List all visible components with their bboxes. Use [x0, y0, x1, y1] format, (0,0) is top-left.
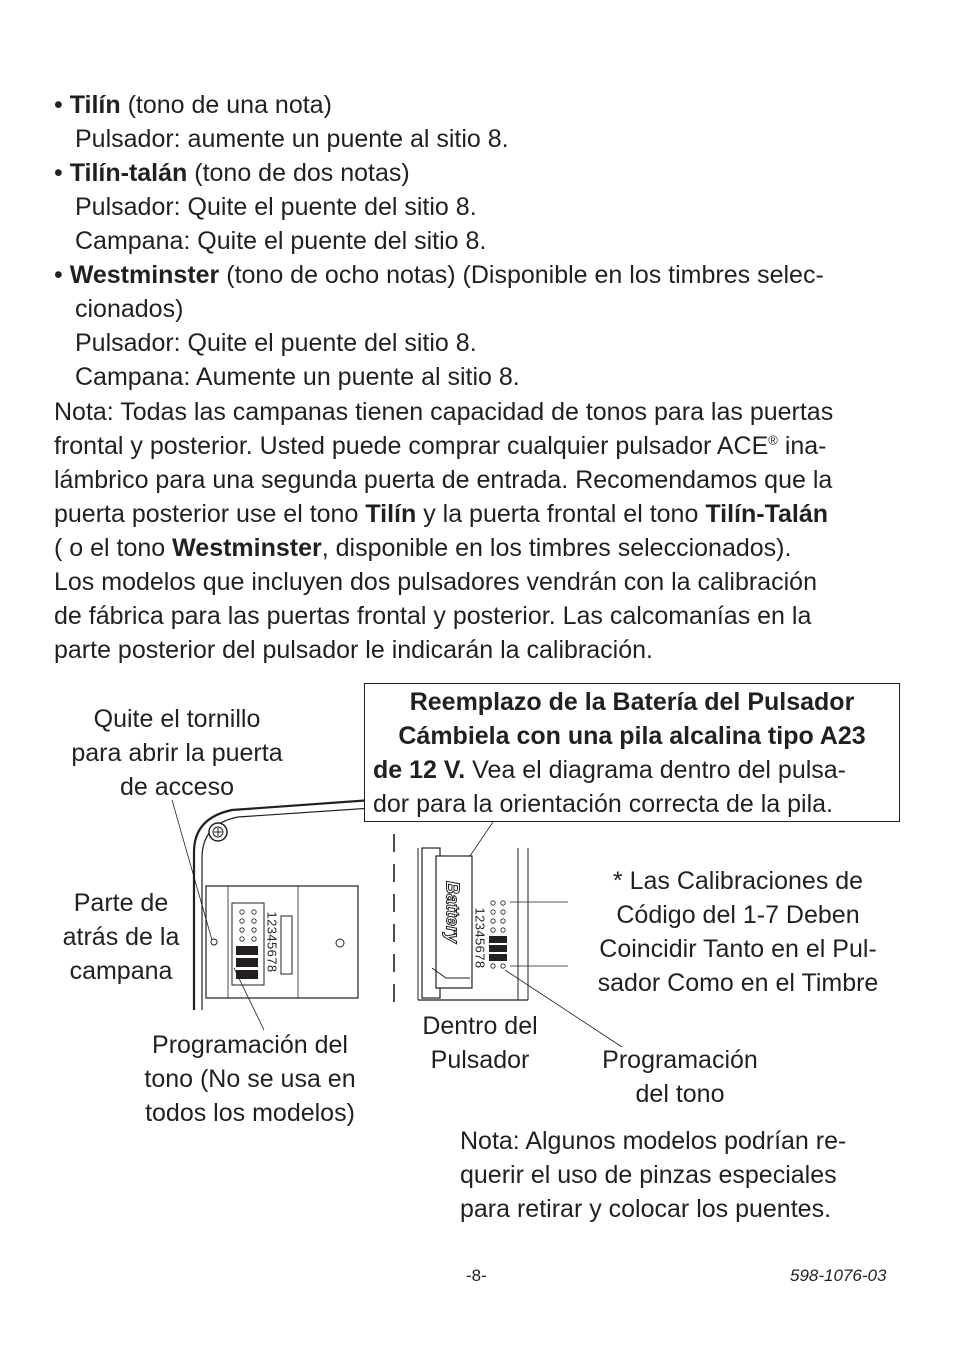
bullet-title: Westminster [69, 261, 220, 289]
bullet-cont: cionados) [75, 295, 184, 323]
caption-inside-pushbutton: Dentro del Pulsador [422, 1012, 538, 1074]
bullet-line: Pulsador: aumente un puente al sitio 8. [75, 125, 509, 153]
registered-mark: ® [768, 432, 778, 448]
note-line: de fábrica para las puertas frontal y posterior. Las calcomanías en la [54, 602, 812, 630]
bell-slot [281, 916, 292, 974]
bell-jumper [236, 970, 258, 979]
bell-pin-numbers: 12345678 [264, 911, 280, 973]
bullet-title: Tilín-talán [69, 159, 188, 187]
note-line: frontal y posterior. Usted puede comprar cualquier pulsador ACE® ina- [54, 432, 827, 460]
page-number: -8- [466, 1266, 487, 1285]
document-code: 598-1076-03 [790, 1266, 887, 1285]
push-jumper [489, 954, 507, 961]
caption-push-programming: Programación del tono [602, 1046, 758, 1108]
push-pin-numbers: 12345678 [472, 907, 488, 969]
note-line: puerta posterior use el tono Tilín y la puerta frontal el tono Tilín-Talán [54, 500, 829, 528]
bell-jumper [236, 958, 258, 967]
push-jumper [489, 936, 507, 943]
box-subtitle: Cámbiela con una pila alcalina tipo A23 [398, 722, 866, 750]
bullet-line: Pulsador: Quite el puente del sitio 8. [75, 329, 477, 357]
screw-icon [209, 823, 227, 841]
bullet-desc: (tono de ocho notas) (Disponible en los timbres selec- [219, 261, 824, 289]
note-line: ( o el tono Westminster, disponible en los timbres seleccionados). [54, 534, 792, 562]
bottom-note: Nota: Algunos modelos podrían re- querir el uso de pinzas especiales para retirar y colocar los puentes. [460, 1127, 847, 1223]
bullet-westminster: • Westminster (tono de ocho notas) (Disponible en los timbres selec- cionados) Pulsador: Quite el puente del sitio 8. Campana: Aumente un puente al sitio 8. [54, 258, 900, 394]
push-jumper [489, 945, 507, 952]
note-line: Los modelos que incluyen dos pulsadores vendrán con la calibración [54, 568, 817, 596]
bullet-tilin: • Tilín (tono de una nota) Pulsador: aumente un puente al sitio 8. [54, 88, 509, 156]
caption-screw: Quite el tornillo para abrir la puerta de acceso [71, 705, 283, 801]
bullet-line: Campana: Quite el puente del sitio 8. [75, 227, 487, 255]
caption-code-settings: * Las Calibraciones de Código del 1-7 Deben Coincidir Tanto en el Pul- sador Como en el Timbre [597, 867, 879, 997]
bullet-desc: (tono de dos notas) [187, 159, 410, 187]
bullet-title: Tilín [69, 91, 121, 119]
bell-jumper [236, 946, 258, 955]
box-title: Reemplazo de la Batería del Pulsador [409, 688, 855, 716]
battery-replacement-box [364, 683, 900, 822]
bullet-tilin-talan: • Tilín-talán (tono de dos notas) Pulsador: Quite el puente del sitio 8. Campana: Quite el puente del sitio 8. [54, 156, 486, 258]
note-line: lámbrico para una segunda puerta de entrada. Recomendamos que la [54, 466, 833, 494]
note-line: parte posterior del pulsador le indicarán la calibración. [54, 636, 653, 664]
caption-bell-programming: Programación del tono (No se usa en todos los modelos) [144, 1031, 356, 1127]
caption-bell-back: Parte de atrás de la campana [62, 889, 180, 985]
bullet-line: Campana: Aumente un puente al sitio 8. [75, 363, 520, 391]
bullet-desc: (tono de una nota) [120, 91, 332, 119]
box-line: dor para la orientación correcta de la pila. [373, 790, 833, 818]
box-line: de 12 V. Vea el diagrama dentro del pulsa- [373, 756, 847, 784]
bullet-line: Pulsador: Quite el puente del sitio 8. [75, 193, 477, 221]
battery-label: Battery [442, 880, 463, 944]
note-line: Nota: Todas las campanas tienen capacidad de tonos para las puertas [54, 398, 834, 426]
